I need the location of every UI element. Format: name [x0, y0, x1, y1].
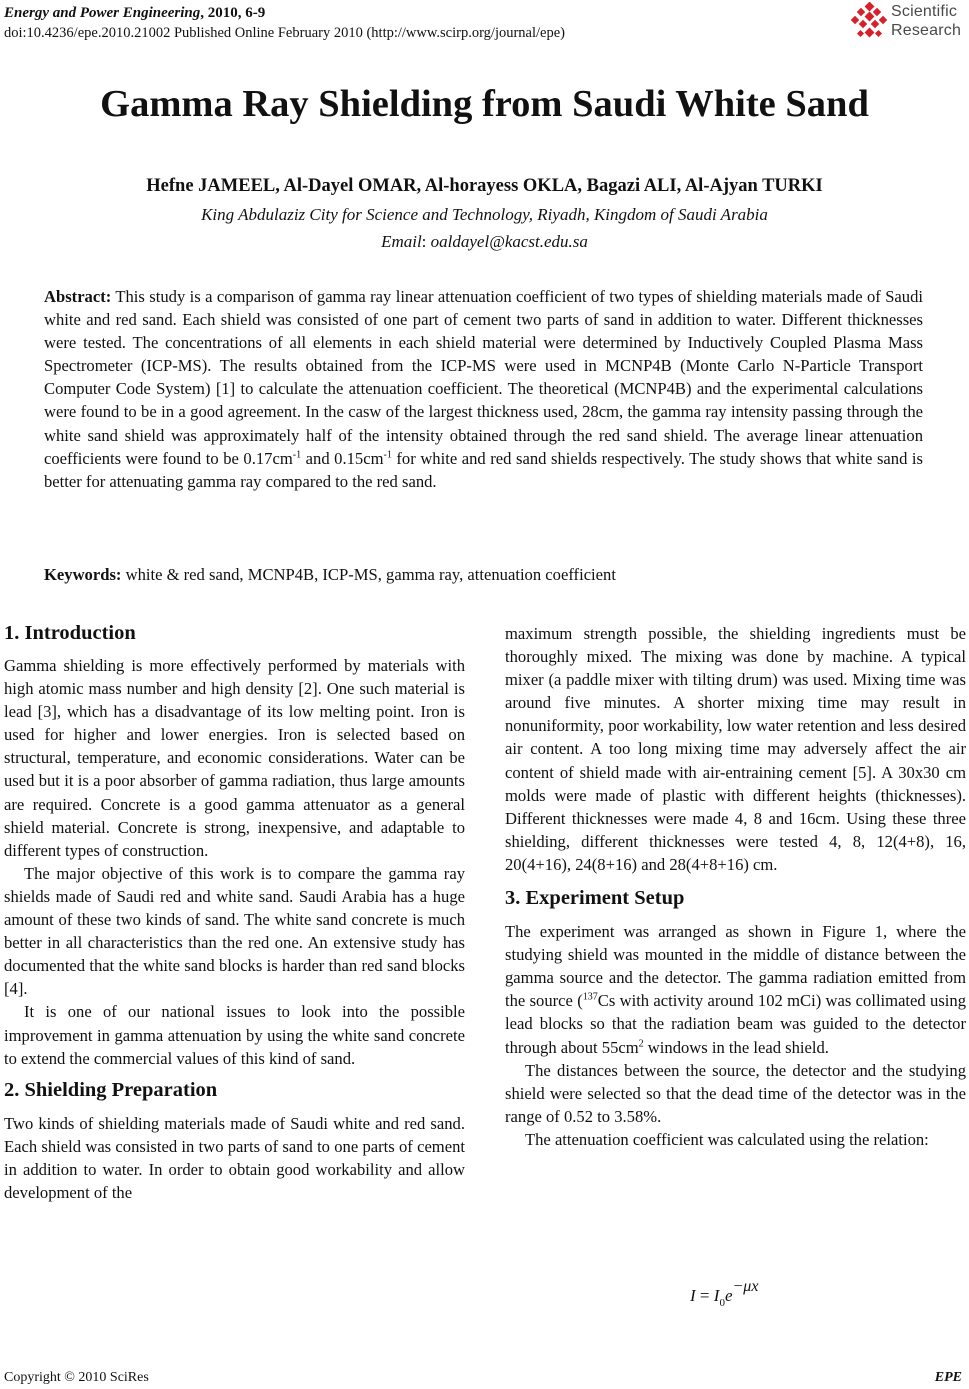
prep-paragraph-1-continued: maximum strength possible, the shielding ingredients must be thoroughly mixed. The mixing was done by machine. A typical mixer (a paddle mixer with tilting drum) was used. Mixing time was around five minutes. A shorter mixing time may result in nonuniformity, poor workability, low water retention and less desired air content. A too long mixing time may adversely affect the air content of shield made with air-entraining cement [5]. A 30x30 cm molds were made of plastic with different heights (thicknesses). Different thicknesses were made 4, 8 and 16cm. Using these three shielding, different thicknesses were tested 4, 8, 12(4+8), 16, 20(4+16), 24(8+16) and 28(4+8+16) cm. — [505, 624, 966, 874]
email-label: Email — [381, 232, 422, 251]
intro-paragraph-2: The major objective of this work is to compare the gamma ray shields made of Saudi red and white sand. Saudi Arabia has a huge amount of these two kinds of sand. The white sand concrete is much better in all characteristics than the red one. An extensive study has documented that the white sand blocks is harder than red sand blocks [4]. — [4, 863, 465, 999]
setup-paragraph-3: The attenuation coefficient was calculated using the relation: — [525, 1129, 929, 1149]
formula-i0: I — [713, 1286, 720, 1305]
email-address[interactable]: oaldayel@kacst.edu.sa — [430, 232, 588, 251]
affiliation: King Abdulaziz City for Science and Technology, Riyadh, Kingdom of Saudi Arabia — [201, 205, 768, 224]
journal-citation — [4, 3, 265, 23]
setup-sup-2: 2 — [638, 1037, 644, 1049]
formula-equals: = — [695, 1286, 714, 1305]
abstract-label: Abstract: — [44, 287, 112, 306]
formula-exponent: −μx — [732, 1278, 759, 1295]
abstract — [44, 285, 923, 493]
keywords-label: Keywords: — [44, 565, 122, 584]
section-heading-shielding-preparation: 2. Shielding Preparation — [4, 1078, 218, 1101]
setup-sup-137: 137 — [582, 991, 598, 1003]
setup-text-b: Cs with activity around 102 mCi) was collimated using lead blocks so that the radiation beam was guided to the detector through about 55cm — [505, 991, 966, 1057]
footer-copyright: Copyright © 2010 SciRes — [4, 1370, 149, 1385]
publisher-logo-icon — [849, 2, 889, 42]
formula-e: e — [724, 1286, 733, 1305]
keywords-text: white & red sand, MCNP4B, ICP-MS, gamma ray, attenuation coefficient — [121, 565, 616, 584]
abstract-sup-1: -1 — [292, 449, 302, 461]
setup-text-a: The experiment was arranged as shown in Figure 1, where the studying shield was mounted in the middle of distance between the gamma source and the detector. The gamma radiation emitted from the source ( — [505, 922, 966, 1011]
journal-name: Energy and Power Engineering — [4, 5, 201, 21]
intro-paragraph-3: It is one of our national issues to look into the possible improvement in gamma attenuation by using the white sand concrete to extend the commercial values of this kind of sand. — [4, 1002, 465, 1068]
left-column — [4, 620, 465, 1204]
keywords — [44, 563, 923, 586]
intro-paragraph-1: Gamma shielding is more effectively performed by materials with high atomic mass number and high density [2]. One such material is lead [3], which has a disadvantage of its low melting point. Iron is used for higher and lower energies. Iron is selected based on structural, temperature, and economic considerations. Water can be used but it is a poor absorber of gamma radiation, thus large amounts are required. Concrete is a good gamma attenuator as a general shield material. Concrete is strong, inexpensive, and adaptable to different types of construction. — [4, 656, 465, 860]
abstract-text-b: and 0.15cm — [301, 448, 384, 468]
email-separator: : — [421, 232, 431, 251]
section-heading-introduction: 1. Introduction — [4, 622, 136, 644]
abstract-sup-2: -1 — [383, 449, 392, 461]
setup-paragraph-1 — [505, 920, 966, 1059]
journal-issue: , 2010, 6-9 — [200, 5, 266, 21]
publisher-logo-text — [891, 2, 961, 40]
right-column — [505, 622, 966, 1151]
paper-title: Gamma Ray Shielding from Saudi White Sand — [100, 83, 869, 125]
abstract-text-c: for white and red sand shields respectively. The study shows that white sand is better for attenuating gamma ray compared to the red sand. — [44, 448, 924, 491]
footer-journal-abbr: EPE — [934, 1370, 962, 1385]
logo-line-1: Scientific — [891, 3, 958, 20]
setup-paragraph-2: The distances between the source, the detector and the studying shield were selected so that the dead time of the detector was in the range of 0.52 to 3.58%. — [505, 1060, 966, 1126]
attenuation-formula — [690, 1278, 810, 1318]
formula-subscript-zero: 0 — [719, 1297, 725, 1309]
formula-lhs: I — [690, 1286, 696, 1305]
section-heading-experiment-setup: 3. Experiment Setup — [505, 887, 685, 910]
prep-paragraph-1: Two kinds of shielding materials made of Saudi white and red sand. Each shield was consisted in two parts of sand to one parts of cement in addition to water. In order to obtain good workability and allow development of the — [4, 1113, 465, 1202]
logo-line-2: Research — [891, 22, 962, 39]
doi-line: doi:10.4236/epe.2010.21002 Published Online February 2010 (http://www.scirp.org/journal/epe) — [4, 25, 565, 41]
email-line — [0, 230, 969, 254]
abstract-text-a: This study is a comparison of gamma ray linear attenuation coefficient of two types of shielding materials made of Saudi white and red sand. Each shield was consisted of one part of cement two parts of sand in addition to water. Different thicknesses were tested. The concentrations of all elements in each shield material were determined by Inductively Coupled Plasma Mass Spectrometer (ICP-MS). The results obtained from the ICP-MS were used in MCNP4B (Monte Carlo N-Particle Transport Computer Code System) [1] to calculate the attenuation coefficient. The theoretical (MCNP4B) and the experimental calculations were found to be in a good agreement. In the casw of the largest thickness used, 28cm, the gamma ray intensity passing through the white sand shield was approximately half of the intensity obtained through the red sand shield. The average linear attenuation coefficients were found to be 0.17cm — [44, 287, 923, 468]
author-list: Hefne JAMEEL, Al-Dayel OMAR, Al-horayess OKLA, Bagazi ALI, Al-Ajyan TURKI — [146, 176, 823, 196]
setup-text-c: windows in the lead shield. — [643, 1037, 829, 1057]
publisher-logo — [849, 2, 967, 42]
